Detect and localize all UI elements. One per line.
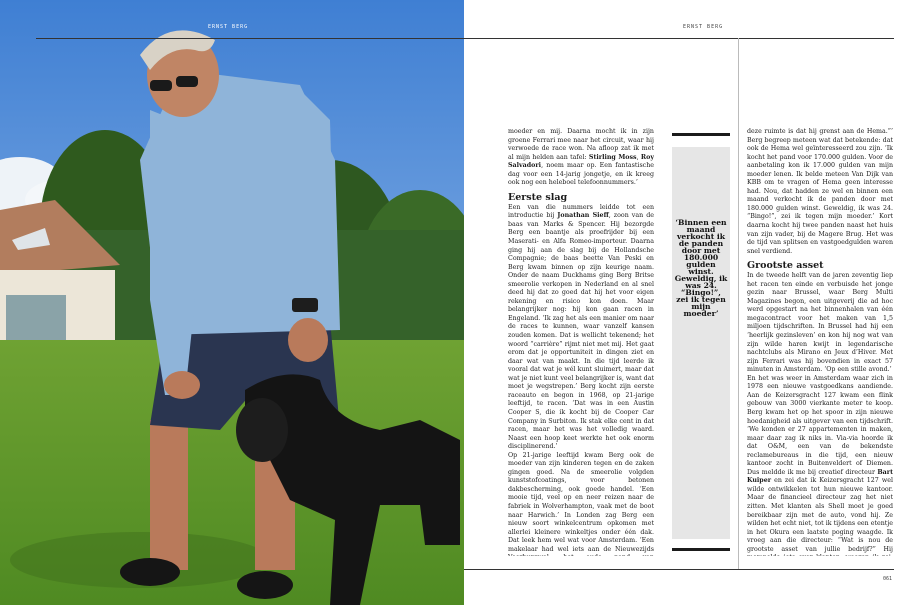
top-rule — [36, 38, 894, 39]
paragraph: In de tweede helft van de jaren zeventig liep het racen ten einde en verbuisde het jonge gezin naar Brussel, waar Berg Multi Magazines begon, een uitgeverij die ad hoc werd opgestart na het binnenhalen van één megacontract voor het maken van 1,5 miljoen tijdschriften. In Brussel had hij een ‘heerlijk gezinsleven’ en kon hij nog wat van zijn wilde haren kwijt in legendarische nachtclubs als Mirano en Jeux d’Hiver. Met zijn Ferrari was hij bovendien in exact 57 minuten in Amsterdam. ‘Op een stille avond.’ — [747, 272, 893, 374]
running-head-left: ERNST BERG — [208, 24, 249, 30]
bottom-rule — [464, 569, 894, 570]
section-heading: Grootste asset — [747, 260, 824, 272]
column-divider — [738, 38, 739, 569]
pull-quote-top-bar — [672, 133, 730, 136]
section-heading: Eerste slag — [508, 191, 568, 203]
paragraph: moeder en mij. Daarna mocht ik in zijn groene Ferrari mee naar het circuit, waar hij verwoede de race won. Na afloop zat ik met al mijn helden aan tafel: Stirling Moss, Roy Salvadori, noem maar op. Een fantastische dag voor een 14-jarig jongetje, en ik kreeg ook nog een heleboel telefoonnummers.’ — [508, 128, 654, 187]
page-number: 061 — [882, 576, 892, 582]
paragraph: Op 21-jarige leeftijd kwam Berg ook de moeder van zijn kinderen tegen en de zaken gingen goed. Na de smeerolie volgden kunststofcoatings, voor betonen dakbescherming, ook goede handel. ‘Een mooie tijd, veel op en neer reizen naar de fabriek in Wolverhampton, vaak met de boot naar Harwich.’ In Londen zag Berg een nieuw soort winkelcentrum opkomen met allerlei kleinere winkeltjes onder één dak. Dat leek hem wel wat voor Amsterdam. ‘Een makelaar had wel iets aan de Nieuwezijds — [508, 451, 654, 553]
article-column-1 — [508, 128, 654, 556]
paragraph: deze ruimte is dat hij grenst aan de Hema.”’ Berg begreep meteen wat dat betekende: dat ook de Hema wel geïnteresseerd zou zijn. ‘Ik kocht het pand voor 170.000 gulden. Voor de aanbetaling kon ik 17.000 gulden van mijn moeder lenen. Ik belde meteen Van Dijk van KBB om te vragen of Hema geen interesse had. Nou, dat hadden ze wel en binnen een maand verkocht ik de panden door met 180.000 gulden winst. Geweldig, ik was 24. “Bingo!”, zei ik tegen mijn moeder.’ Kort daarna kocht hij twee panden naast het huis van zijn vader, bij de Magere Brug. Het was de tijd van splitsen en vastgoedgulden waren snel verdiend. — [747, 128, 893, 255]
article-column-2 — [747, 128, 893, 556]
pull-quote-bottom-bar — [672, 548, 730, 551]
pull-quote-text: ‘Binnen een maand verkocht ik de panden door met 180.000 gulden winst. Geweldig, ik was 24. “Bingo!”, zei ik tegen mijn moeder’ — [674, 218, 728, 318]
pull-quote — [672, 133, 730, 551]
paragraph: Een van die nummers leidde tot een introductie bij Jonathan Sieff, zoon van de baas van Marks & Spencer. Hij bezorgde Berg een baantje als proefrijder bij een Maserati- en Alfa Romeo-importeur. Daarna ging hij aan de slag bij de Hollandsche Compagnie; de baas beette Van Peski en Berg kwam binnen op zijn keurige naam. Onder de naam Duckhams ging Berg Britse smeerolie verkopen in Nederland en al snel deed hij dat zo goed dat hij het voor eigen rekening en risico kon doen. Maar belangrijker nog: hij kon gaan racen in Engeland. ‘Ik zag het als een manier om naar de races te kunnen, waar vanzelf kansen zouden komen. Dat is wellicht tekenend; het woord “carrière” rijmt niet met mij. Het gaat erom dat je opportuniteit in dingen ziet en daar wat van maakt. In die tijd leerde ik vooral dat wat je wél kunt sluimert, maar dat wat je niet kunt veel belangrijker is, want dat moet je wegstrepen.’ Berg kocht zijn eerste raceauto en begon in 1968, op 21-jarige leeftijd, te racen. ‘Dat was in een Austin Cooper S, die ik kocht bij de Cooper Car Company in Surbiton. Ik stak elke cent in dat racen, maar het was het volledig waard. Naast een hoop keet werkte het ook enorm disciplinerend.’ — [508, 203, 654, 451]
pull-quote-box — [672, 147, 730, 539]
paragraph: En het was weer in Amsterdam waar zich in 1978 een nieuwe vastgoedkans aandiende. Aan de Keizersgracht 127 kwam een flink gebouw van 3000 vierkante meter te koop. Berg kwam het op het spoor in zijn nieuwe hoedanigheid als uitgever van een tijdschrift. ‘We konden er 27 appartementen in maken, maar daar zag ik niks in. Via-via hoorde ik dat O&M, een van de bekendste reclamebureaus in die tijd, een nieuw kantoor zocht in Buitenveldert of Diemen. Dus meldde ik me bij creatief directeur Bart Kuiper en zei dat ik Keizersgracht 127 wel wilde ontwikkelen tot hun nieuwe kantoor. Maar de financieel directeur zag het niet zitten. Met klanten als Shell moet je goed bereikbaar zijn met de auto, vond hij. Ze wilden het echt niet, tot ik tijdens een etentje in het Okura een laatste poging waagde. Ik vroeg aan die directeur: “Wat is nou de grootste asset van jullie bedrijf?” Hij — [747, 374, 893, 553]
running-head-right: ERNST BERG — [683, 24, 724, 30]
